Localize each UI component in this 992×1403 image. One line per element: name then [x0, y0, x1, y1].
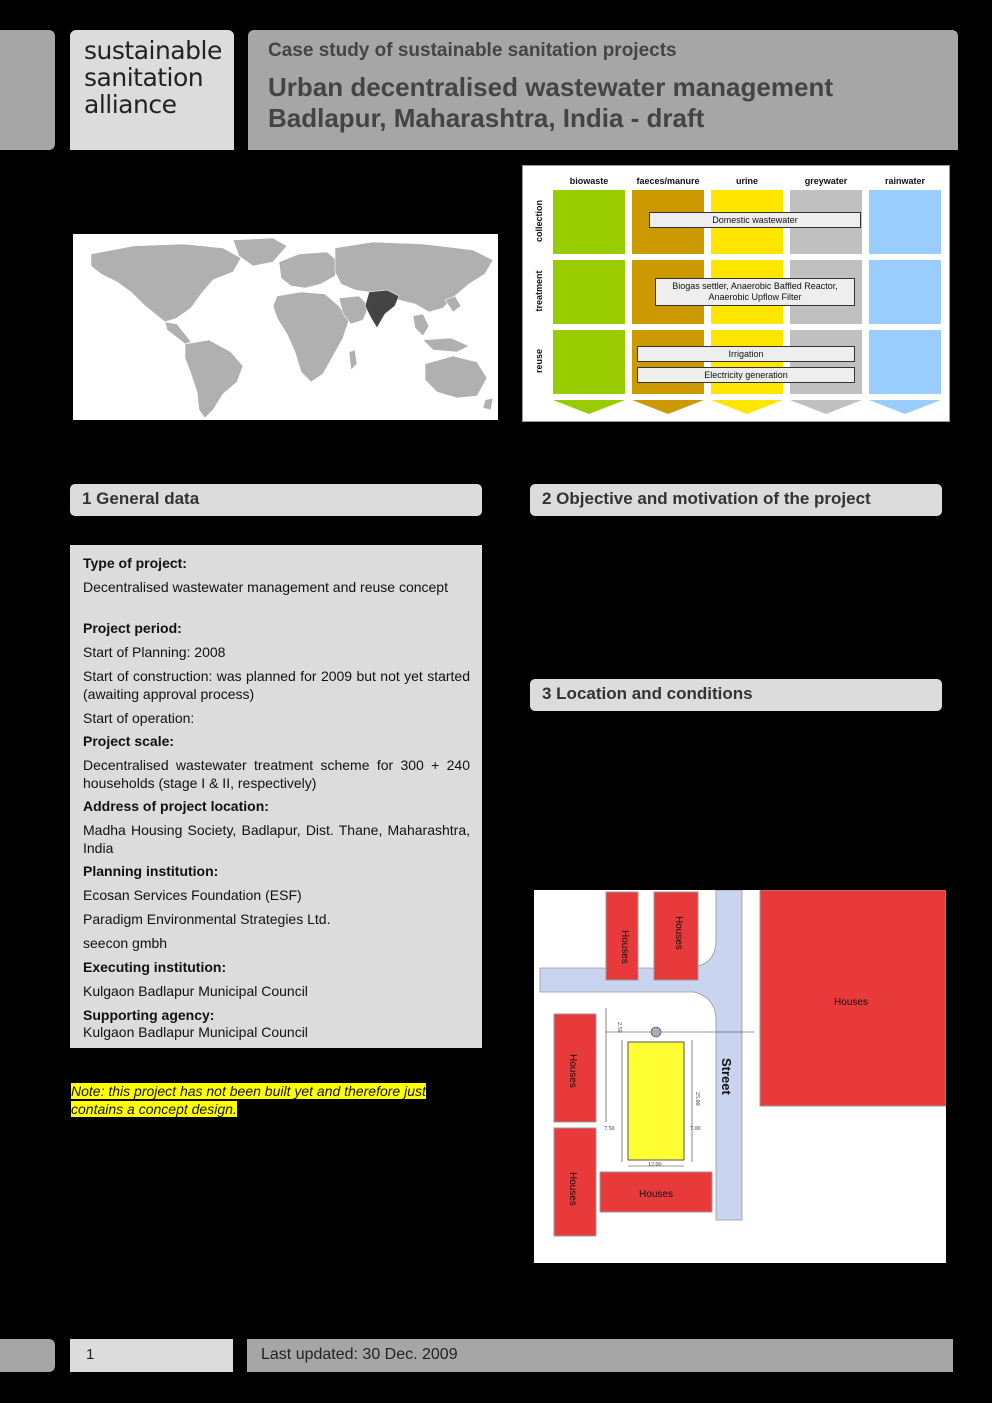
last-updated: Last updated: 30 Dec. 2009	[261, 1346, 458, 1363]
site-plan-drawing	[534, 890, 946, 1263]
arrow-faeces	[632, 400, 704, 414]
flow-arrows	[523, 398, 951, 418]
house-label-5: Houses	[567, 1172, 578, 1206]
arrow-rainwater	[869, 400, 941, 414]
house-label-2: Houses	[673, 916, 684, 950]
arrow-urine	[711, 400, 783, 414]
period-heading: Project period:	[83, 620, 182, 636]
world-map-icon	[73, 234, 498, 420]
construction-start: Start of construction: was planned for 2009 but not yet started (awaiting approval process)	[83, 668, 470, 702]
house-label-3: Houses	[834, 997, 868, 1008]
column-header-faeces: faeces/manure	[636, 176, 700, 186]
house-label-6: Houses	[639, 1189, 673, 1200]
type-heading: Type of project:	[83, 555, 187, 571]
row-label-collection: collection	[534, 200, 544, 243]
column-header-greywater: greywater	[804, 176, 848, 186]
treatment-site	[628, 1042, 684, 1160]
dim-label-3: 7.00	[690, 1126, 701, 1132]
row-label-reuse: reuse	[534, 348, 544, 374]
section-objective: 2 Objective and motivation of the project	[530, 484, 942, 516]
house-label-1: Houses	[619, 930, 630, 964]
cell-rainwater-collection	[869, 190, 941, 254]
planning-institution-heading: Planning institution:	[83, 863, 219, 879]
column-header-biowaste: biowaste	[569, 176, 609, 186]
executing-heading: Executing institution:	[83, 959, 227, 975]
house-label-4: Houses	[567, 1054, 578, 1088]
title-line-2: Badlapur, Maharashtra, India - draft	[268, 103, 705, 133]
sanitation-flow-chart	[522, 165, 950, 422]
title-line-1: Urban decentralised wastewater management	[268, 72, 833, 102]
connection-point	[651, 1027, 661, 1037]
cell-biowaste-reuse	[553, 330, 625, 394]
note-text: Note: this project has not been built yet and therefore just contains a concept design.	[71, 1083, 426, 1117]
scale-heading: Project scale:	[83, 733, 175, 749]
note	[71, 1082, 461, 1118]
arrow-biowaste	[553, 400, 625, 414]
box-treatment-line-1: Biogas settler, Anaerobic Baffled Reactor,	[672, 281, 838, 291]
arrow-greywater	[790, 400, 862, 414]
page-number: 1	[86, 1346, 95, 1363]
page-title	[268, 72, 833, 134]
operation-start: Start of operation:	[83, 710, 195, 726]
street-label: Street	[719, 1058, 734, 1095]
cell-biowaste-collection	[553, 190, 625, 254]
dim-label-1: 2.50	[616, 1022, 622, 1033]
site-plan	[534, 890, 946, 1263]
planning-start: Start of Planning: 2008	[83, 644, 226, 660]
row-label-treatment: treatment	[534, 270, 544, 312]
logo-line: alliance	[84, 90, 177, 119]
column-header-rainwater: rainwater	[884, 176, 926, 186]
dim-label-4: 25.00	[694, 1092, 700, 1106]
supporting-heading: Supporting agency:	[83, 1007, 215, 1023]
box-electricity: Electricity generation	[637, 367, 855, 383]
footer-page-box	[70, 1339, 233, 1372]
header-kicker: Case study of sustainable sanitation projects	[268, 40, 677, 61]
cell-rainwater-treatment	[869, 260, 941, 324]
cell-urine-reuse	[711, 330, 783, 394]
box-domestic-wastewater: Domestic wastewater	[649, 212, 861, 228]
cell-rainwater-reuse	[869, 330, 941, 394]
column-header-urine: urine	[735, 176, 758, 186]
box-treatment	[655, 278, 855, 306]
logo-line: sanitation	[84, 63, 204, 92]
type-value: Decentralised wastewater management and reuse concept	[83, 579, 448, 595]
planning-institution-3: seecon gmbh	[83, 935, 168, 951]
address-heading: Address of project location:	[83, 798, 269, 814]
address-value: Madha Housing Society, Badlapur, Dist. Thane, Maharashtra, India	[83, 822, 470, 856]
logo-line: sustainable	[84, 36, 222, 65]
logo	[84, 37, 222, 118]
executing-value: Kulgaon Badlapur Municipal Council	[83, 983, 308, 999]
cell-greywater-reuse	[790, 330, 862, 394]
planning-institution-1: Ecosan Services Foundation (ESF)	[83, 887, 302, 903]
box-treatment-line-2: Anaerobic Upflow Filter	[708, 292, 802, 302]
cell-biowaste-treatment	[553, 260, 625, 324]
section-location: 3 Location and conditions	[530, 679, 942, 711]
world-map	[73, 234, 498, 420]
box-irrigation: Irrigation	[637, 346, 855, 362]
dim-label-2: 7.50	[604, 1126, 615, 1132]
supporting-value: Kulgaon Badlapur Municipal Council	[83, 1024, 308, 1040]
section-general-data: 1 General data	[70, 484, 482, 516]
footer-left-tab	[0, 1339, 55, 1372]
cell-faeces-reuse	[632, 330, 704, 394]
dim-label-5: 12.00	[648, 1162, 662, 1168]
scale-value: Decentralised wastewater treatment scheme for 300 + 240 households (stage I & II, respectively)	[83, 757, 470, 791]
header-left-tab	[0, 30, 55, 150]
planning-institution-2: Paradigm Environmental Strategies Ltd.	[83, 911, 331, 927]
